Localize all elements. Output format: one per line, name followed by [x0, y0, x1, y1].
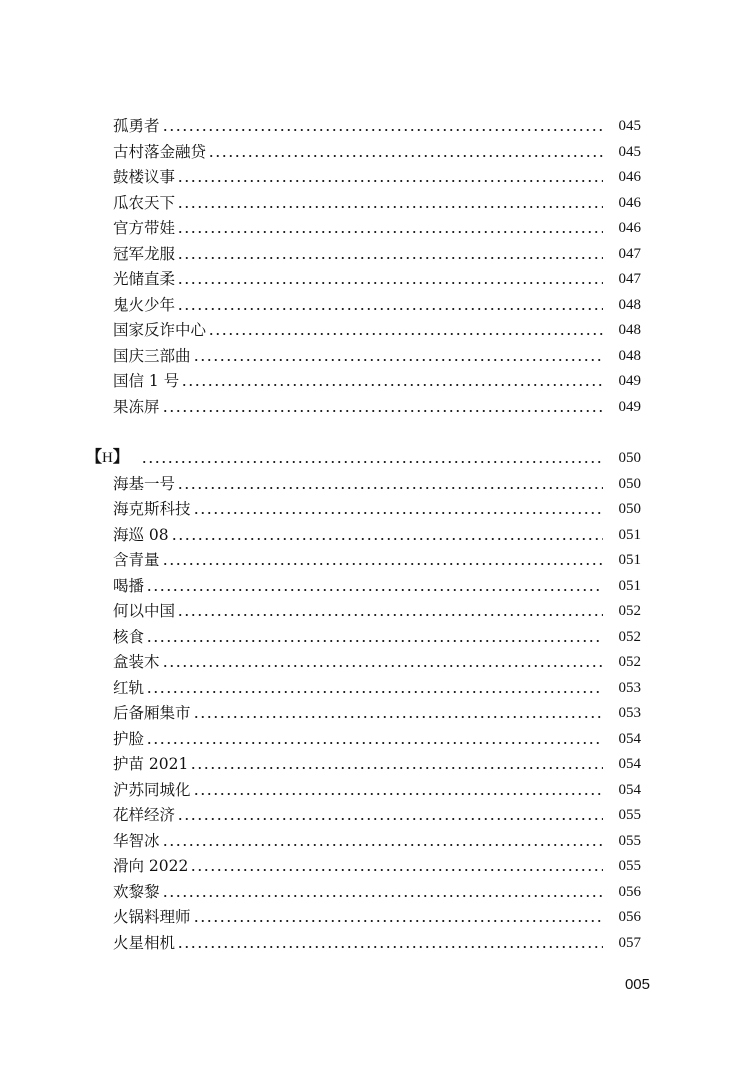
dot-leader [177, 933, 603, 953]
dot-leader [162, 831, 603, 851]
toc-entry [113, 699, 641, 723]
toc-entry-page: 055 [618, 807, 641, 823]
toc-entry [113, 750, 641, 774]
toc-entry-page: 051 [618, 578, 641, 594]
dot-leader [193, 703, 603, 723]
toc-entry-page: 049 [618, 373, 641, 389]
toc-entry [113, 189, 641, 213]
dot-leader [171, 525, 603, 545]
toc-entry [113, 112, 641, 136]
toc-entry-page: 049 [618, 399, 641, 415]
toc-entry [113, 138, 641, 162]
toc-entry-title: 火锅料理师 [113, 908, 191, 926]
dot-leader [162, 882, 603, 902]
toc-entry-title: 核食 [113, 628, 145, 646]
toc-entry-title: 古村落金融贷 [113, 143, 207, 161]
dot-leader [177, 218, 603, 238]
dot-leader [177, 167, 603, 187]
dot-leader [146, 729, 603, 749]
toc-entry-title: 护苗 2021 [113, 755, 189, 773]
toc-entry [113, 240, 641, 264]
dot-leader [193, 907, 603, 927]
toc-entry [113, 265, 641, 289]
toc-entry-title: 何以中国 [113, 602, 176, 620]
toc-entry-page: 054 [618, 756, 641, 772]
toc-entry [113, 878, 641, 902]
toc-entry [113, 495, 641, 519]
section-bracket-close: 】 [112, 447, 129, 466]
toc-entry-page: 055 [618, 858, 641, 874]
toc-entry-title: 鼓楼议事 [113, 168, 176, 186]
toc-entry-title: 红轨 [113, 679, 145, 697]
toc-entry-page: 052 [618, 629, 641, 645]
toc-entry-title: 官方带娃 [113, 219, 176, 237]
toc-entry-page: 055 [618, 833, 641, 849]
toc-entry-page: 048 [618, 348, 641, 364]
toc-entry-page: 054 [618, 782, 641, 798]
toc-entry-title: 鬼火少年 [113, 296, 176, 314]
dot-leader [177, 244, 603, 264]
toc-entry-page: 047 [618, 246, 641, 262]
toc-entry-title: 海巡 08 [113, 526, 169, 544]
dot-leader [141, 448, 603, 468]
toc-entry-page: 052 [618, 654, 641, 670]
page-number: 005 [624, 976, 650, 993]
toc-entry-page: 050 [618, 476, 641, 492]
dot-leader [177, 474, 603, 494]
toc-entry-title: 国庆三部曲 [113, 347, 191, 365]
toc-entry-title: 孤勇者 [113, 117, 160, 135]
toc-entry-title: 冠军龙服 [113, 245, 176, 263]
section-header-h [86, 444, 641, 468]
dot-leader [190, 754, 603, 774]
toc-entry-title: 海基一号 [113, 475, 176, 493]
toc-entry-page: 047 [618, 271, 641, 287]
toc-entry-title: 喝播 [113, 577, 145, 595]
toc-entry [113, 801, 641, 825]
toc-entry-title: 滑向 2022 [113, 857, 189, 875]
section-page: 050 [618, 450, 641, 466]
toc-entry [113, 597, 641, 621]
dot-leader [177, 269, 603, 289]
dot-leader [177, 601, 603, 621]
dot-leader [162, 652, 603, 672]
toc-entry-page: 050 [618, 501, 641, 517]
toc-entry-page: 048 [618, 322, 641, 338]
dot-leader [146, 627, 603, 647]
toc-entry [113, 342, 641, 366]
toc-entry [113, 521, 641, 545]
dot-leader [162, 397, 603, 417]
toc-entry-title: 瓜农天下 [113, 194, 176, 212]
dot-leader [193, 499, 603, 519]
dot-leader [162, 116, 603, 136]
toc-entry [113, 648, 641, 672]
toc-entry-page: 051 [618, 552, 641, 568]
toc-entry-page: 045 [618, 118, 641, 134]
toc-entry [113, 546, 641, 570]
dot-leader [181, 371, 603, 391]
dot-leader [193, 780, 603, 800]
dot-leader [177, 295, 603, 315]
dot-leader [162, 550, 603, 570]
section-letter: H [102, 450, 113, 466]
toc-entry-title: 国家反诈中心 [113, 321, 207, 339]
toc-entry [113, 214, 641, 238]
dot-leader [146, 678, 603, 698]
toc-entry [113, 674, 641, 698]
toc-entry-title: 国信 1 号 [113, 372, 180, 390]
toc-entry-page: 046 [618, 169, 641, 185]
toc-entry-title: 欢黎黎 [113, 883, 160, 901]
toc-entry-title: 华智冰 [113, 832, 160, 850]
toc-entry [113, 316, 641, 340]
toc-entry [113, 470, 641, 494]
toc-entry-title: 果冻屏 [113, 398, 160, 416]
toc-entry-page: 046 [618, 220, 641, 236]
section-label [86, 447, 129, 468]
toc-entry-page: 053 [618, 705, 641, 721]
toc-entry-title: 沪苏同城化 [113, 781, 191, 799]
toc-entry-page: 052 [618, 603, 641, 619]
toc-entry [113, 367, 641, 391]
toc-entry-page: 056 [618, 909, 641, 925]
toc-entry-page: 054 [618, 731, 641, 747]
dot-leader [177, 805, 603, 825]
toc-entry [113, 572, 641, 596]
toc-entry-title: 光储直柔 [113, 270, 176, 288]
dot-leader [208, 320, 603, 340]
dot-leader [193, 346, 603, 366]
toc-entry [113, 929, 641, 953]
toc-entry-page: 048 [618, 297, 641, 313]
toc-entry [113, 852, 641, 876]
toc-entry-page: 056 [618, 884, 641, 900]
toc-entry [113, 827, 641, 851]
toc-entry-title: 花样经济 [113, 806, 176, 824]
section-bracket-open: 【 [86, 447, 103, 466]
toc-entry-page: 057 [618, 935, 641, 951]
toc-entry [113, 393, 641, 417]
toc-entry [113, 776, 641, 800]
toc-entry-title: 盒装木 [113, 653, 160, 671]
toc-entry [113, 291, 641, 315]
toc-entry-title: 海克斯科技 [113, 500, 191, 518]
toc-entry-page: 051 [618, 527, 641, 543]
toc-entry-page: 045 [618, 144, 641, 160]
toc-entry-title: 火星相机 [113, 934, 176, 952]
toc-entry [113, 623, 641, 647]
dot-leader [208, 142, 603, 162]
toc-entry [113, 163, 641, 187]
toc-entry-page: 046 [618, 195, 641, 211]
toc-entry [113, 725, 641, 749]
toc-entry [113, 903, 641, 927]
toc-entry-title: 含青量 [113, 551, 160, 569]
toc-entry-title: 后备厢集市 [113, 704, 191, 722]
dot-leader [146, 576, 603, 596]
dot-leader [177, 193, 603, 213]
toc-entry-page: 053 [618, 680, 641, 696]
dot-leader [190, 856, 603, 876]
toc-entry-title: 护脸 [113, 730, 145, 748]
